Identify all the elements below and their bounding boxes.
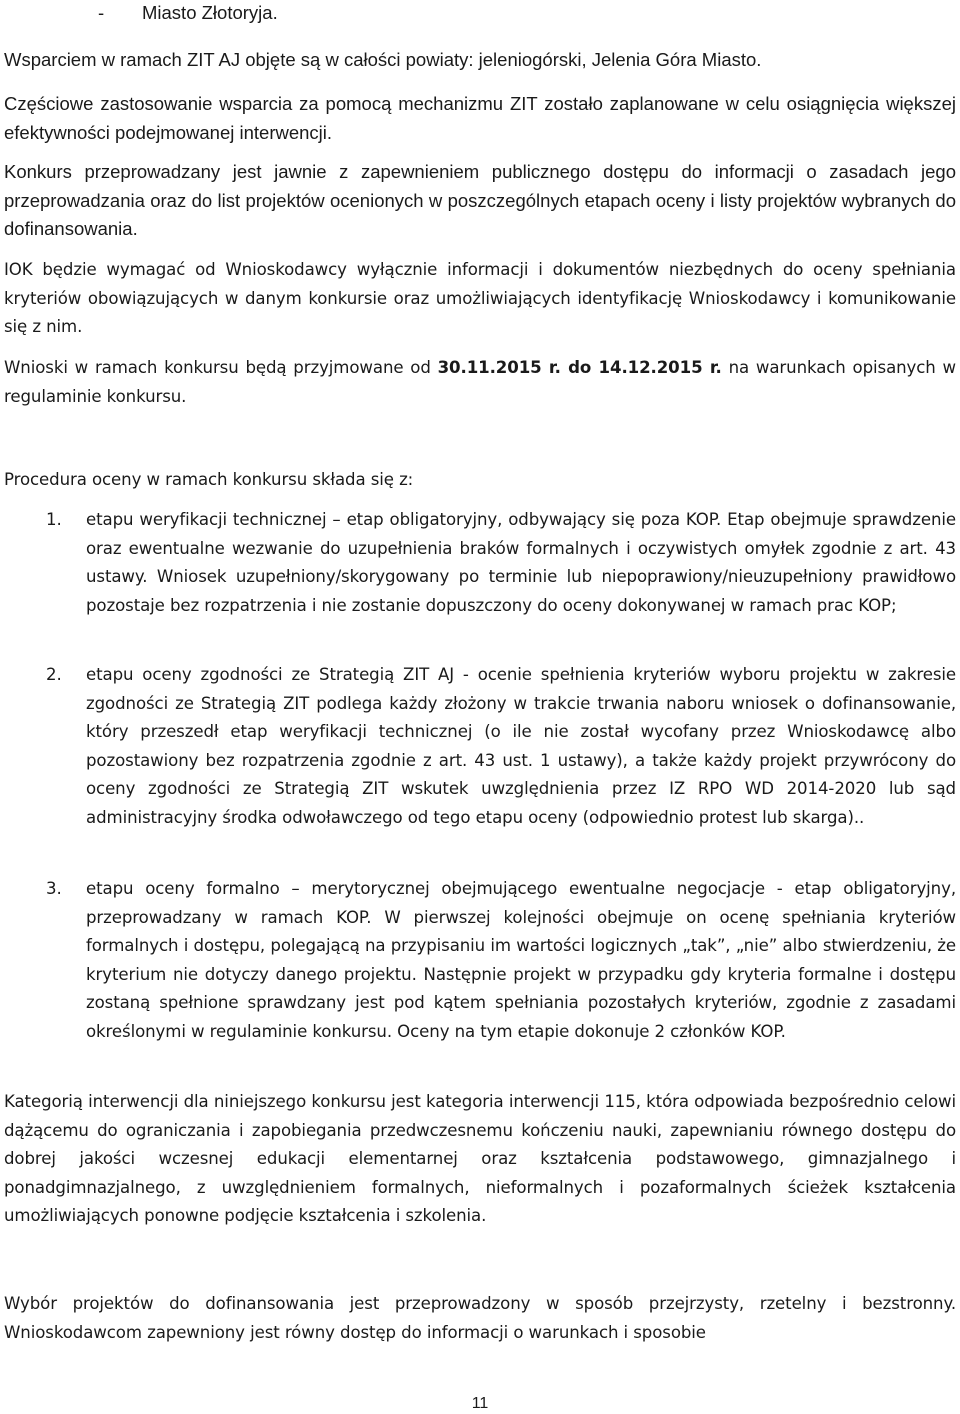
list-item-text: etapu oceny formalno – merytorycznej obejmującego ewentualne negocjacje - etap obligatoryjny, przeprowadzany w ramach KOP. W pierwszej kolejności obejmuje on ocenę spełniania kryteriów formalnych i dostępu, polegającą na przypisaniu im wartości logicznych „tak”, „nie” albo stwierdzeniu, że kryterium nie dotyczy danego projektu. Następnie projekt w przypadku gdy kryteria formalne i dostępu zostaną spełnione sprawdzany jest pod kątem spełniania pozostałych kryteriów, zgodnie z zasadami określonymi w regulaminie konkursu. Oceny na tym etapie dokonuje 2 członków KOP. [86,879,956,1041]
paragraph-procedure-intro: Procedura oceny w ramach konkursu składa się z: [4,470,414,489]
paragraph-iok-requirements: IOK będzie wymagać od Wnioskodawcy wyłącznie informacji i dokumentów niezbędnych do oceny spełniania kryteriów obowiązujących w danym konkursie oraz umożliwiających identyfikację Wnioskodawcy i komunikowanie się z nim. [4,260,956,337]
paragraph-intervention-category: Kategorią interwencji dla niniejszego konkursu jest kategoria interwencji 115, która odpowiada bezpośrednio celowi dążącemu do ograniczania i zapobiegania przedwczesnemu kończeniu nauki, zapewnianiu równego dostępu do dobrej jakości wczesnej edukacji elementarnej oraz kształcenia podstawowego, gimnazjalnego i ponadgimnazjalnego, z uwzględnieniem formalnych, nieformalnych i pozaformalnych ścieżek kształcenia umożliwiających ponowne podjęcie kształcenia i szkolenia. [4,1092,956,1226]
submission-date-to: 14.12.2015 r. [598,358,722,377]
paragraph-transparency: Konkurs przeprowadzany jest jawnie z zapewnieniem publicznego dostępu do informacji o zasadach jego przeprowadzania oraz do list projektów ocenionych w poszczególnych etapach oceny i listy projektów wybranych do dofinansowania. [4,161,956,240]
paragraph-partial-support: Częściowe zastosowanie wsparcia za pomocą mechanizmu ZIT zostało zaplanowane w celu osiągnięcia większej efektywności podejmowanej interwencji. [4,93,956,143]
submission-date-from: 30.11.2015 r. [437,358,561,377]
submission-text-pre: Wnioski w ramach konkursu będą przyjmowane od [4,358,438,377]
page-number: 11 [471,1395,489,1412]
submission-text-post: na warunkach opisanych w regulaminie konkursu. [4,358,956,406]
list-item-text: etapu weryfikacji technicznej – etap obligatoryjny, odbywający się poza KOP. Etap obejmuje sprawdzenie oraz ewentualne wezwanie do uzupełnienia braków formalnych i oczywistych omyłek zgodnie z art. 43 ustawy. Wniosek uzupełniony/skorygowany po terminie lub niepoprawiony/nieuzupełniony prawidłowo pozostaje bez rozpatrzenia i nie zostanie dopuszczony do oceny dokonywanej w ramach prac KOP; [86,510,956,615]
paragraph-submission-dates [4,354,956,411]
list-number: 2. [46,665,62,684]
list-item-text: Miasto Złotoryja. [142,2,278,23]
list-item-text: etapu oceny zgodności ze Strategią ZIT AJ - ocenie spełnienia kryteriów wyboru projektu w zakresie zgodności ze Strategią ZIT podlega każdy złożony w trakcie trwania naboru wniosek o dofinansowanie, który przeszedł etap weryfikacji technicznej (o ile nie został wycofany przez Wnioskodawcę albo pozostawiony bez rozpatrzenia zgodnie z art. 43 ust. 1 ustawy), a także każdy projekt przywrócony do oceny zgodności ze Strategią ZIT wskutek uwzględnienia przez IZ RPO WD 2014-2020 lub sąd administracyjny środka odwoławczego od tego etapu oceny (odpowiednio protest lub skarga).. [86,665,956,827]
submission-text-mid: do [560,358,599,377]
paragraph-project-selection: Wybór projektów do dofinansowania jest przeprowadzony w sposób przejrzysty, rzetelny i bezstronny. Wnioskodawcom zapewniony jest równy dostęp do informacji o warunkach i sposobie [4,1294,956,1342]
list-number: 1. [46,510,62,529]
list-dash: - [98,2,105,23]
list-number: 3. [46,879,62,898]
paragraph-zit-area: Wsparciem w ramach ZIT AJ objęte są w całości powiaty: jeleniogórski, Jelenia Góra Miasto. [4,49,762,70]
